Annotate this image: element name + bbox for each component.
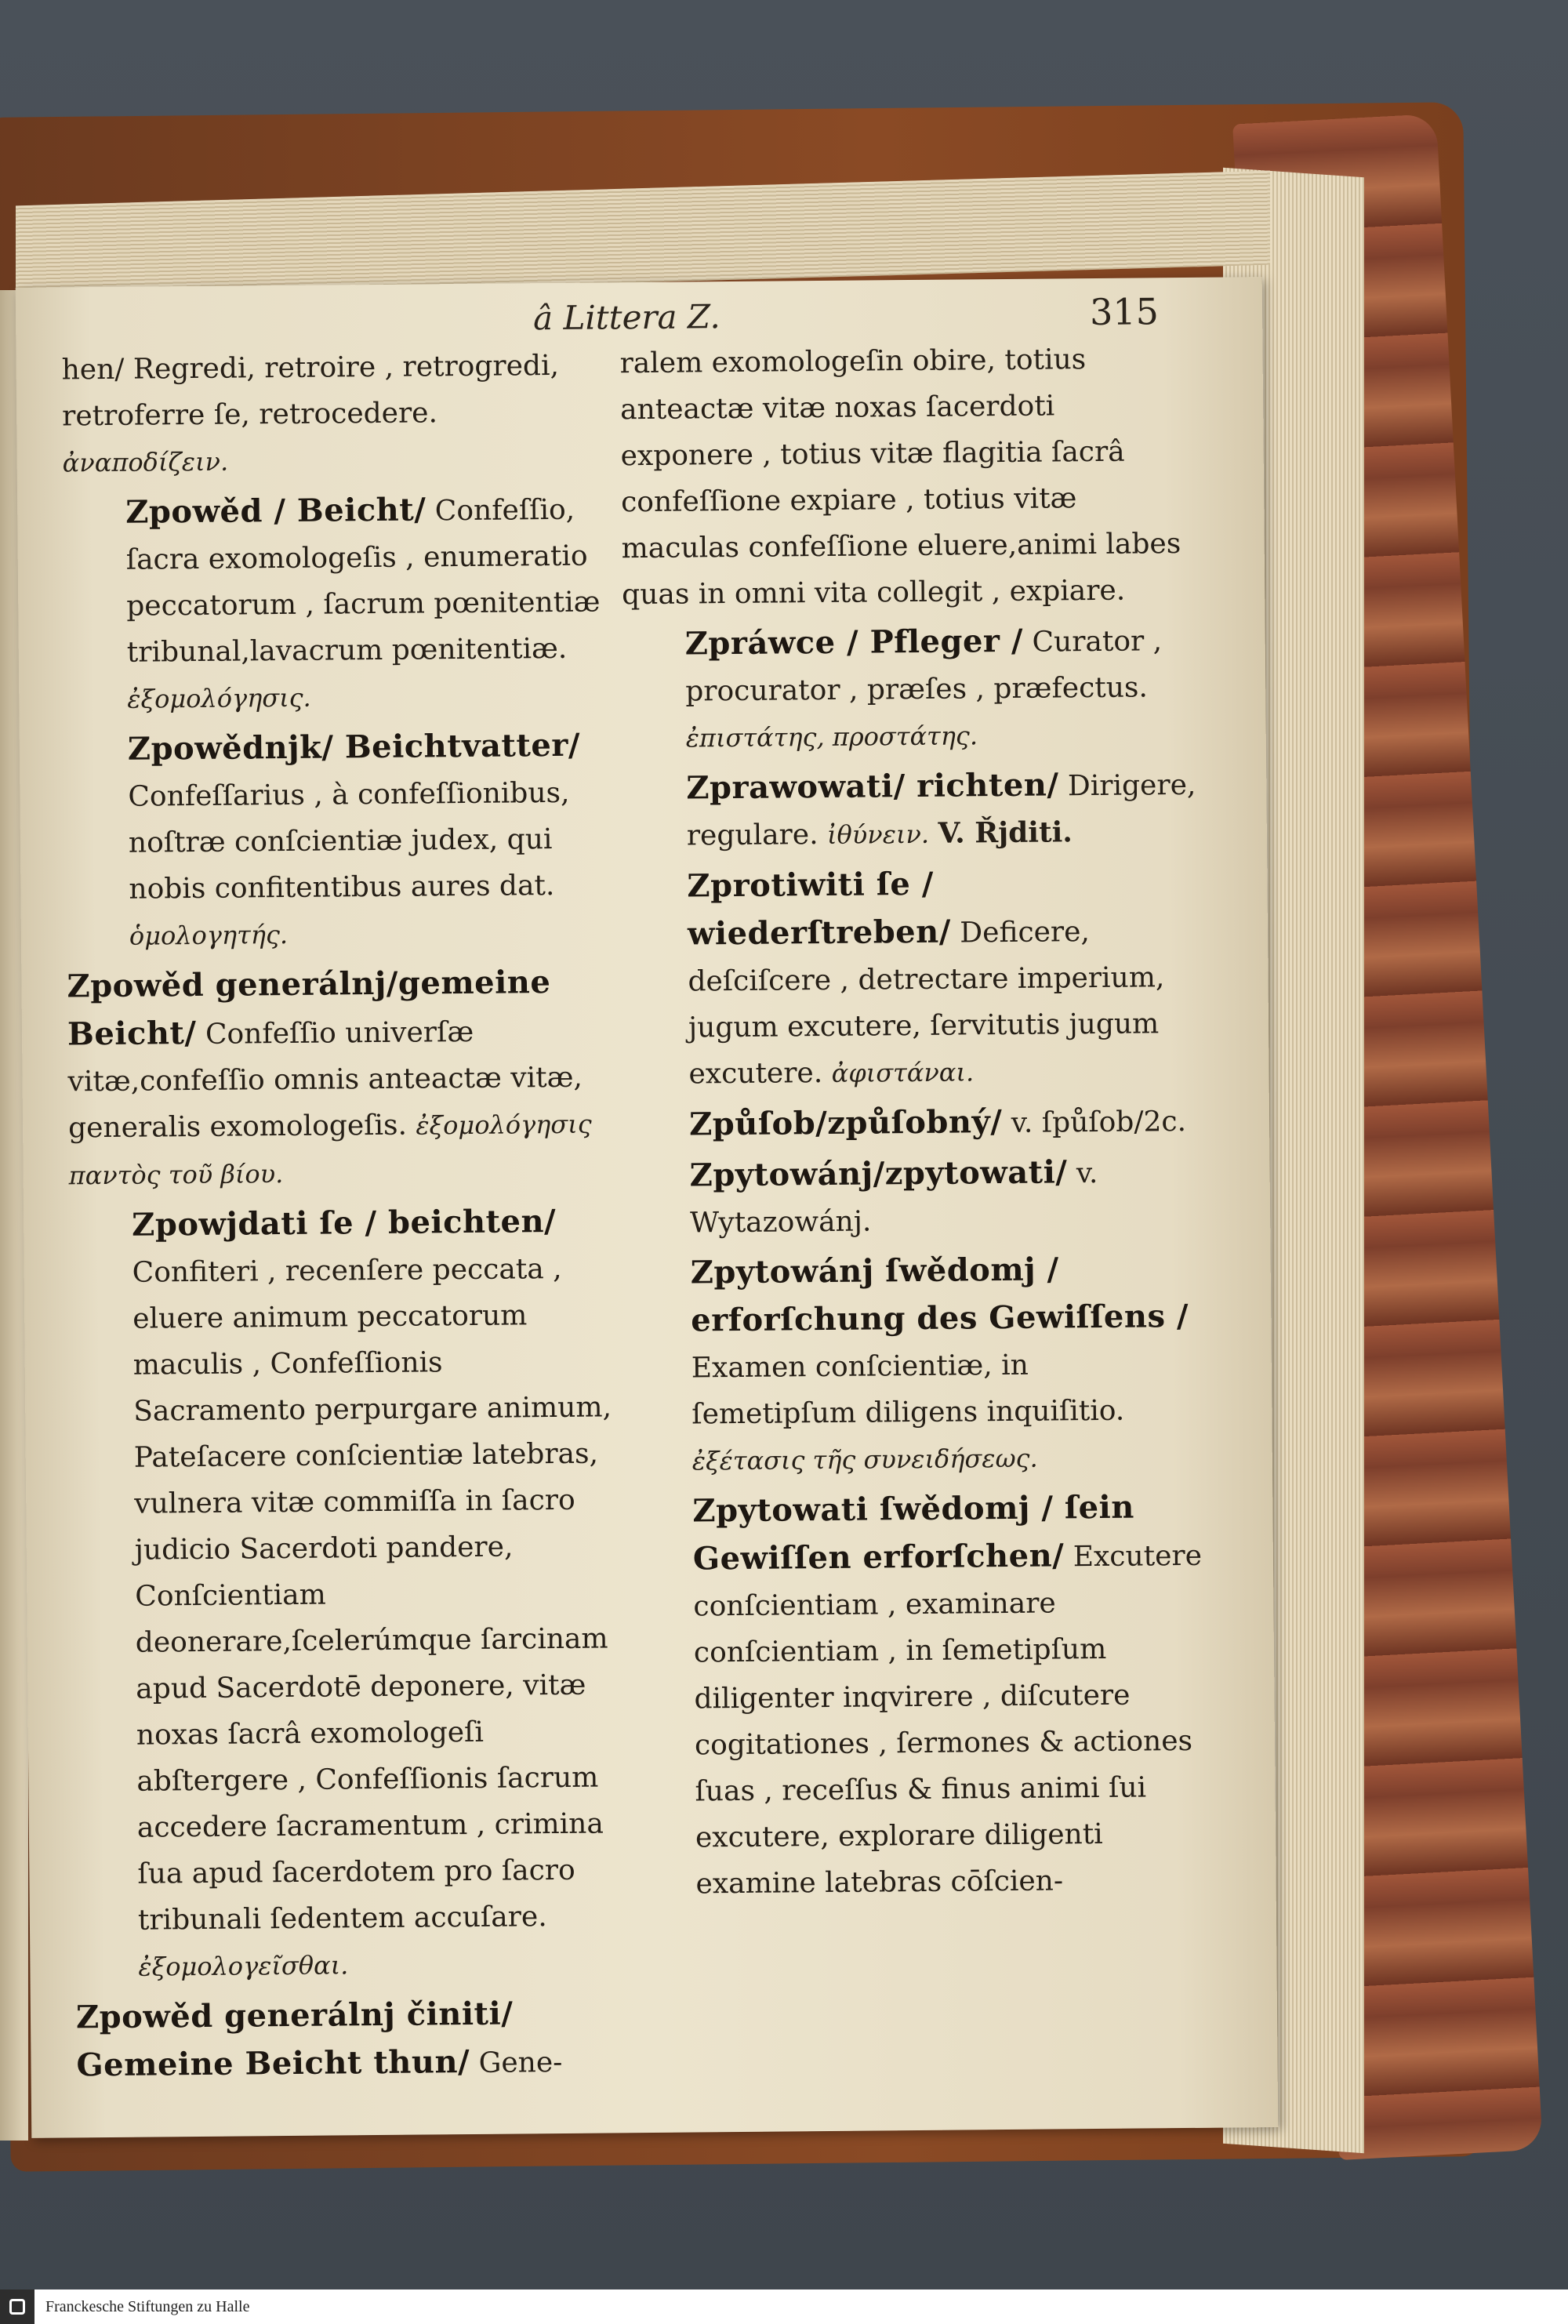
entry-definition: Confiteri , recenſere peccata , eluere animum peccatorum maculis , Confeſſionis Sacramento perpurgare animum, Pateſacere conſcientiæ latebras, vulnera vitæ commiſſa in ſacro judicio Sacerdoti pandere, Conſcientiam deonerare,ſcelerúmque ſarcinam apud Sacerdotē deponere, vitæ noxas ſacrâ exomologeſi abſtergere , Confeſſionis ſacrum accedere ſacramentum , crimina ſua apud ſacerdotem pro ſacro tribunali ſedentem accuſare. (132, 1252, 612, 1937)
entry-headword: Zprotiwiti ſe / wiederſtreben/ (687, 865, 952, 953)
dictionary-entry (65, 721, 616, 960)
entry-headword: Zpowěd / Beicht/ (125, 491, 426, 531)
entry-definition: Deficere, deſciſcere , detrectare imperium, jugum excutere, ſervitutis jugum excutere. (688, 916, 1165, 1091)
dictionary-entry (624, 859, 1199, 1098)
entry-headword: Zpytowánj ſwědomj / erforſchung des Gewiſſens / (690, 1251, 1189, 1339)
entry-greek: ἐξέτασις τῆς συνειδήσεως. (691, 1443, 1038, 1476)
entry-definition: Excutere conſcientiam , examinare conſcientiam , in ſemetipſum diligenter inqvirere , diſcutere cogitationes , ſermones & actiones ſuas , receſſus & finus animi ſui excutere, explorare diligenti examine latebras cōſcien- (693, 1539, 1203, 1901)
dictionary-entry (627, 1245, 1202, 1485)
dictionary-entry (626, 1148, 1200, 1247)
dictionary-entry (623, 761, 1196, 860)
running-head: â Littera Z. (532, 297, 720, 338)
entry-greek: ἐξομολογεῖσθαι. (138, 1950, 349, 1982)
entry-headword: Zpytowánj/zpytowati/ (689, 1153, 1068, 1194)
entry-headword: Způſob/způſobný/ (688, 1103, 1003, 1143)
dictionary-entry (626, 1097, 1200, 1149)
page-number: 315 (1089, 290, 1160, 334)
entry-definition: v. Wytazowánj. (689, 1157, 1098, 1240)
entry-greek: ὁμολογητής. (129, 919, 289, 951)
entry-definition: hen/ Regredi, retroire , retrogredi, retroferre ſe, retrocedere. (61, 349, 560, 433)
entry-cross-reference: V. Řjditi. (938, 815, 1073, 850)
footer-bar (0, 2290, 1568, 2324)
book-page (16, 277, 1279, 2138)
entry-definition: Gene- (478, 2046, 563, 2079)
entry-headword: Zprawowati/ richten/ (686, 766, 1059, 807)
entry-greek: ἐξομολόγησις παντὸς τοῦ βίου. (68, 1109, 592, 1191)
dictionary-entry (630, 1483, 1206, 1908)
dictionary-entry (69, 1197, 625, 1991)
entry-definition: Confeſſarius , à confeſſionibus, noſtræ conſcientiæ judex, qui nobis confitentibus aures dat. (128, 776, 570, 906)
entry-definition: Examen conſcientiæ, in ſemetipſum diligens inquiſitio. (691, 1349, 1125, 1431)
institution-logo-icon (0, 2290, 34, 2324)
entry-definition: Confeſſio, ſacra exomologeſis , enumeratio peccatorum , ſacrum pœnitentiæ tribunal,lavacrum pœnitentiæ. (125, 493, 601, 669)
entry-definition: ralem exomologeſin obire, totius anteactæ vitæ noxas ſacerdoti exponere , totius vitæ flagitia ſacrâ confeſſione expiare , totius vitæ maculas confeſſione eluere,animi labes quas in omni vita collegit , expiare. (619, 343, 1181, 612)
entry-greek: ἀναποδίζειν. (62, 446, 229, 478)
entry-headword: Zpowjdati ſe / beichten/ (131, 1203, 557, 1244)
left-column (61, 340, 625, 2090)
dictionary-entry (63, 485, 614, 723)
dictionary-entry (76, 1989, 626, 2090)
entry-headword: Zpowěd generálnj/gemeine Beicht/ (67, 964, 551, 1053)
entry-greek: ἰθύνειν. (826, 819, 930, 850)
entry-greek: ἐπιστάτης, προστάτης. (685, 721, 978, 753)
dictionary-entry (619, 336, 1194, 618)
entry-headword: Zpowědnjk/ Beichtvatter/ (127, 726, 581, 768)
entry-headword: Zpowěd generálnj činiti/ Gemeine Beicht thun/ (75, 1995, 514, 2084)
entry-definition: Dirigere, regulare. (686, 768, 1196, 852)
entry-definition: Curator , procurator , præſes , præfectus. (685, 625, 1163, 708)
footer-credit: Franckesche Stiftungen zu Halle (45, 2297, 250, 2315)
entry-definition: v. ſpůſob/2c. (1011, 1105, 1187, 1139)
entry-definition: Confeſſio univerſæ vitæ,confeſſio omnis anteactæ vitæ, generalis exomologeſis. (67, 1015, 583, 1145)
dictionary-entry (61, 340, 612, 486)
entry-greek: ἀφιστάναι. (831, 1057, 975, 1088)
entry-headword: Zpráwce / Pfleger / (684, 622, 1024, 663)
dictionary-entry (67, 958, 618, 1199)
dictionary-entry (622, 616, 1196, 762)
right-column (619, 336, 1205, 1908)
entry-headword: Zpytowati ſwědomj / ſein Gewiſſen erforſchen/ (692, 1488, 1135, 1578)
entry-greek: ἐξομολόγησις. (127, 682, 311, 714)
